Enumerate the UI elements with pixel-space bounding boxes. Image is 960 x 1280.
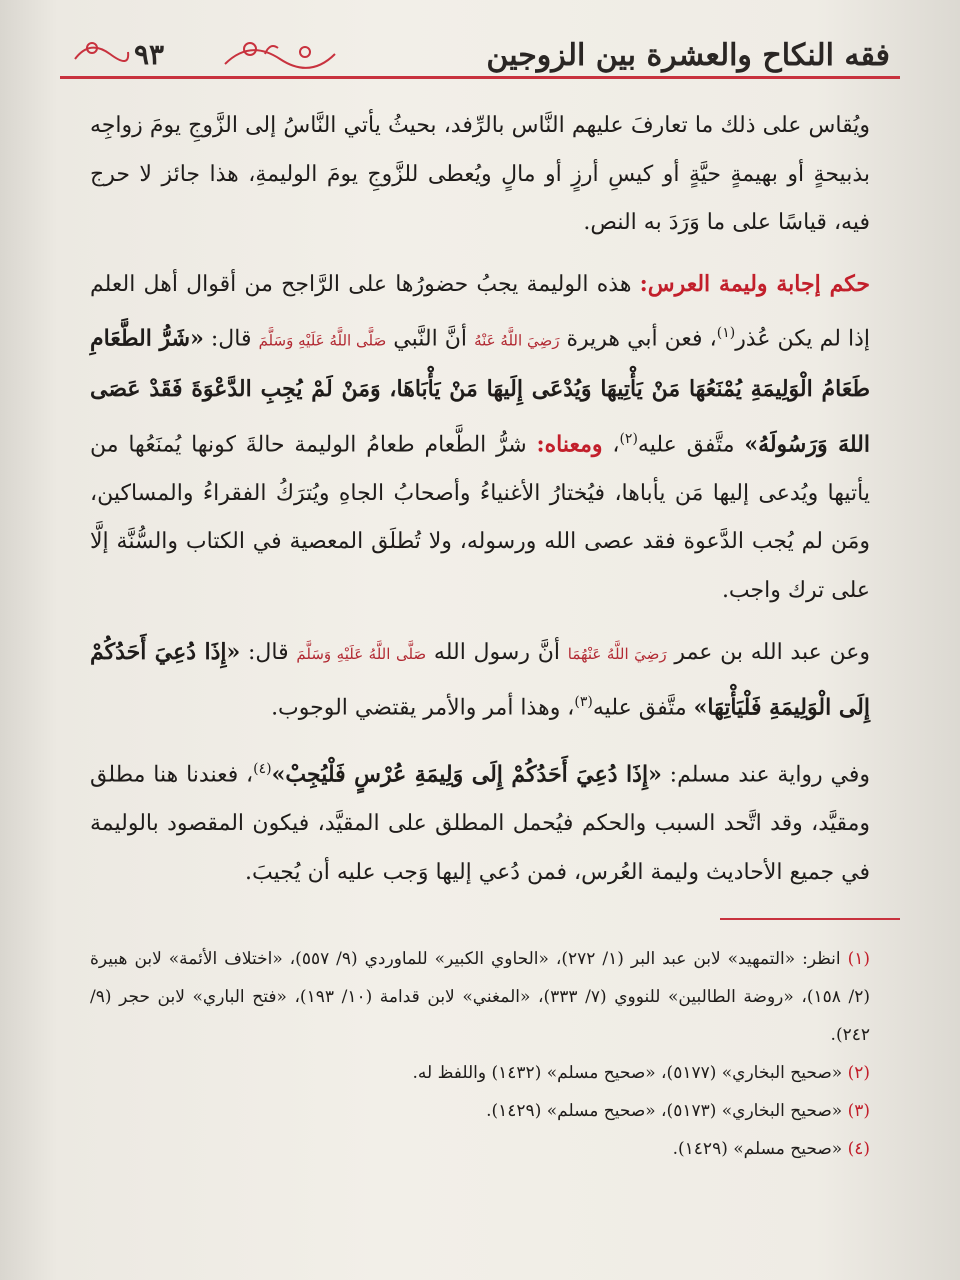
hadith-text: «إِذَا دُعِيَ أَحَدُكُمْ إِلَى الْوَلِيمَةِ فَلْيَأْتِهَا» [90,638,870,721]
paragraph-text: متَّفق عليه [637,432,745,458]
paragraph-text: هذه الوليمة يجبُ حضورُها على الرَّاجح من أقوال أهل العلم إذا لم يكن عُذر [90,271,871,352]
paragraph-text: شرُّ الطَّعام طعامُ الوليمة حالةَ كونها يُمنَعُها من يأتيها ويُدعى إليها مَن يأباها، فيُختارُ الأغنياءُ وأصحابُ الجاهِ ويُترَكُ الفقراءُ والمساكين، ومَن لم يُجب الدَّعوة فقد عصى الله ورسوله، ولا تُطلَق المعصية في الكتاب والسُّنَّة إلَّا على ترك واجب. [90,432,870,603]
running-title: فقه النكاح والعشرة بين الزوجين [486,38,890,73]
footnote-ref-4[interactable]: (٤) [253,761,272,778]
header-rule [60,76,900,79]
page-header [60,28,900,88]
floral-ornament-icon [70,34,130,74]
honorific-glyph: صَلَّى اللَّهُ عَلَيْهِ وَسَلَّمَ [258,331,387,350]
honorific-glyph: رَضِيَ اللَّهُ عَنْهُمَا [567,644,667,663]
footnote-3 [90,1092,870,1130]
footnote-2 [90,1054,870,1092]
hadith-text: «شَرُّ الطَّعَامِ طَعَامُ الْوَلِيمَةِ يُمْنَعُهَا مَنْ يَأْتِيهَا وَيُدْعَى إِلَيهَا مَنْ يَأْبَاهَا، وَمَنْ لَمْ يُجِبِ الدَّعْوَةَ فَقَدْ عَصَى اللهَ وَرَسُولَهُ» [90,325,870,458]
footnote-text: «صحيح البخاري» (٥١٧٧)، «صحيح مسلم» (١٤٣٢) واللفظ له. [412,1063,848,1083]
paragraph-1 [90,102,870,248]
paragraph-text: ، فعندنا هنا مطلق ومقيَّد، وقد اتَّحد السبب والحكم فيُحمل المطلق على المقيَّد، فيكون المقصود بالوليمة في جميع الأحاديث وليمة العُرس، فمن دُعي إليها وَجب عليه أن يُجيبَ. [90,762,870,885]
paragraph-text: قال: [240,639,297,665]
footnote-text: «صحيح البخاري» (٥١٧٣)، «صحيح مسلم» (١٤٢٩). [486,1101,848,1121]
footnote-number: (٤) [847,1139,870,1159]
footnote-number: (١) [847,949,870,969]
paragraph-text: أنَّ رسول الله [426,639,568,665]
paragraph-2 [90,260,870,616]
footnote-number: (٣) [847,1101,870,1121]
paragraph-text: قال: [203,326,259,352]
paragraph-text: ، فعن أبي هريرة [559,326,717,352]
footnote-4 [90,1130,870,1168]
paragraph-text: متَّفق عليه [592,695,694,721]
footnote-rule [720,918,900,920]
paragraph-3 [90,628,870,734]
meaning-label: ومعناه: [536,431,603,458]
honorific-glyph: صَلَّى اللَّهُ عَلَيْهِ وَسَلَّمَ [296,644,427,663]
section-heading: حكم إجابة وليمة العرس: [639,270,870,297]
paragraph-text: أنَّ النَّبي [386,326,475,352]
page-number: ٩٣ [134,38,165,71]
paragraph-text: وفي رواية عند مسلم: [661,762,870,788]
main-text [90,102,870,909]
paragraph-text: وعن عبد الله بن عمر [666,639,870,665]
footnote-ref-1[interactable]: (١) [716,325,736,342]
footnotes [90,940,870,1168]
footnote-ref-2[interactable]: (٢) [619,430,638,447]
footnote-ref-3[interactable]: (٣) [574,694,593,711]
paragraph-text: ، [602,432,620,458]
paragraph-text: ، وهذا أمر والأمر يقتضي الوجوب. [271,695,575,721]
footnote-number: (٢) [847,1063,870,1083]
footnote-text: «صحيح مسلم» (١٤٢٩). [672,1139,848,1159]
footnote-text: انظر: «التمهيد» لابن عبد البر (١/ ٢٧٢)، «الحاوي الكبير» للماوردي (٩/ ٥٥٧)، «اختلاف الأئمة» لابن هبيرة (٢/ ١٥٨)، «روضة الطالبين» للنووي (٧/ ٣٣٣)، «المغني» لابن قدامة (١٠/ ١٩٣)، «فتح الباري» لابن حجر (٩/ ٢٤٢). [90,949,871,1045]
footnote-1 [90,940,870,1054]
floral-ornament-icon [220,34,340,74]
paragraph-text: ويُقاس على ذلك ما تعارفَ عليهم النَّاس بالرِّفد، بحيثُ يأتي النَّاسُ إلى الزَّوجِ يومَ زواجِه بذبيحةٍ أو بهيمةٍ حيَّةٍ أو كيسِ أرزٍ أو مالٍ ويُعطى للزَّوجِ يومَ الوليمةِ، هذا جائز لا حرج فيه، قياسًا على ما وَرَدَ به النص. [90,113,870,236]
paragraph-4 [90,745,870,897]
hadith-text: «إِذَا دُعِيَ أَحَدُكُمْ إِلَى وَلِيمَةِ عُرْسٍ فَلْيُجِبْ» [271,761,662,788]
book-page [60,20,900,1260]
honorific-glyph: رَضِيَ اللَّهُ عَنْهُ [474,331,560,350]
